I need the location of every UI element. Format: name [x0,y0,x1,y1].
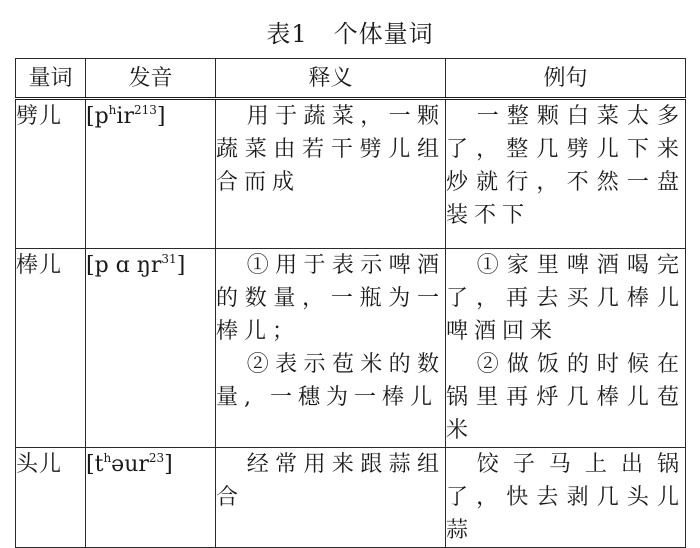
pronunciation-cell: $[p^hir^{213}]$ [86,99,216,249]
classifier-cell: 棒儿 [16,249,86,448]
meaning-cell: ①用于表示啤酒的数量，一瓶为一棒儿； ②表示苞米的数量, 一穗为一棒儿 [216,249,446,448]
example-cell: 饺子马上出锅了，快去剥几头儿蒜 [446,448,686,548]
header-example: 例句 [446,59,686,99]
meaning-cell: 经常用来跟蒜组合 [216,448,446,548]
table-number: 表1 [266,20,308,48]
pronunciation-cell: [p ɑ $ŋr^{31}$] [86,249,216,448]
pronunciation-cell: $[t^həur^{23}]$ [86,448,216,548]
header-classifier: 量词 [16,59,86,99]
table-title: 个体量词 [333,20,434,48]
header-meaning: 释义 [216,59,446,99]
classifier-cell: 头儿 [16,448,86,548]
table-row [16,249,686,448]
classifier-table [15,58,686,548]
header-pronunciation: 发音 [86,59,216,99]
header-row [16,59,686,99]
table-caption [0,14,700,49]
example-cell: 一整颗白菜太多了，整几劈儿下来炒就行，不然一盘装不下 [446,99,686,249]
table-row [16,99,686,249]
table-row [16,448,686,548]
example-cell: ①家里啤酒喝完了，再去买几棒儿啤酒回来 ②做饭的时候在锅里再烀几棒儿苞米 [446,249,686,448]
classifier-cell: 劈儿 [16,99,86,249]
meaning-cell: 用于蔬菜，一颗蔬菜由若干劈儿组合而成 [216,99,446,249]
